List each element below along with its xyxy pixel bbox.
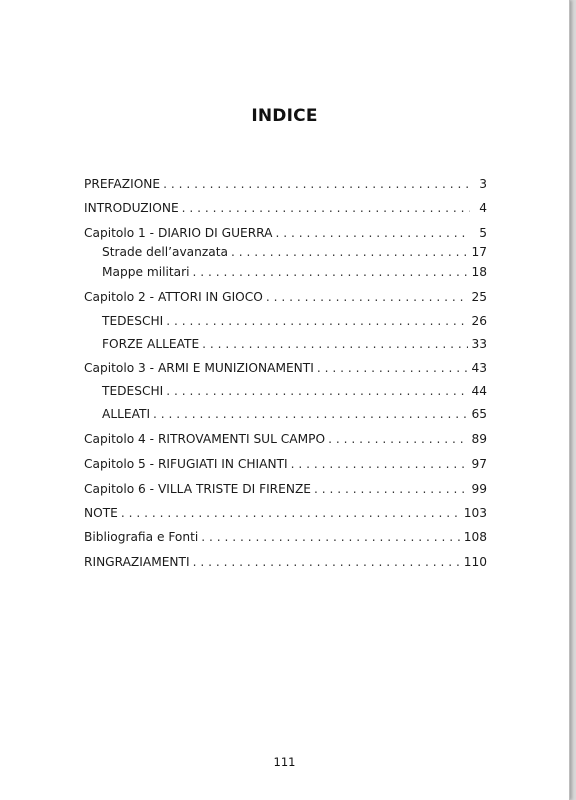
toc-subentry-alleati[interactable]	[102, 405, 487, 423]
toc-entry-page: 4	[479, 201, 487, 215]
toc-entry-page: 108	[463, 530, 487, 544]
toc-entry-prefazione[interactable]	[84, 175, 487, 193]
toc-entry-capitolo-6[interactable]	[84, 480, 487, 498]
toc-entry-ringraziamenti[interactable]	[84, 553, 487, 571]
toc-entry-label: Mappe militari	[102, 265, 190, 279]
toc-entry-page: 103	[463, 506, 487, 520]
toc-entry-capitolo-1[interactable]	[84, 224, 487, 242]
toc-entry-introduzione[interactable]	[84, 199, 487, 217]
toc-entry-capitolo-4[interactable]	[84, 430, 487, 448]
toc-entry-page: 17	[471, 245, 487, 259]
toc-entry-label: Capitolo 5 - RIFUGIATI IN CHIANTI	[84, 457, 288, 471]
toc-entry-label: Capitolo 2 - ATTORI IN GIOCO	[84, 290, 263, 304]
toc-entry-label: NOTE	[84, 506, 118, 520]
dot-leader	[266, 288, 469, 306]
page-title: INDICE	[251, 106, 318, 126]
toc-entry-label: Capitolo 3 - ARMI E MUNIZIONAMENTI	[84, 361, 314, 375]
toc-subentry-tedeschi[interactable]	[102, 312, 487, 330]
page-number: 111	[273, 755, 296, 769]
toc-entry-label: Capitolo 1 - DIARIO DI GUERRA	[84, 226, 273, 240]
toc-entry-label: PREFAZIONE	[84, 177, 161, 191]
toc-entry-capitolo-2[interactable]	[84, 288, 487, 306]
toc-entry-label: ALLEATI	[102, 407, 151, 421]
dot-leader	[201, 528, 460, 546]
dot-leader	[291, 455, 469, 473]
toc-entry-page: 99	[471, 482, 487, 496]
toc-entry-page: 97	[471, 457, 487, 471]
toc-entry-note[interactable]	[84, 504, 487, 522]
toc-entry-capitolo-3[interactable]	[84, 359, 487, 377]
toc-entry-label: INTRODUZIONE	[84, 201, 179, 215]
toc-entry-label: TEDESCHI	[102, 384, 164, 398]
dot-leader	[153, 405, 468, 423]
toc-entry-page: 44	[471, 384, 487, 398]
toc-entry-label: Strade dell’avanzata	[102, 245, 228, 259]
toc-entry-page: 65	[471, 407, 487, 421]
toc-entry-label: Capitolo 4 - RITROVAMENTI SUL CAMPO	[84, 432, 326, 446]
toc-entry-label: Bibliografia e Fonti	[84, 530, 199, 544]
toc-entry-page: 26	[471, 314, 487, 328]
dot-leader	[202, 335, 468, 353]
toc-entry-page: 3	[479, 177, 487, 191]
toc-subentry-strade[interactable]	[102, 243, 487, 261]
toc-entry-page: 43	[471, 361, 487, 375]
toc-entry-label: Capitolo 6 - VILLA TRISTE DI FIRENZE	[84, 482, 312, 496]
toc-entry-page: 25	[471, 290, 487, 304]
toc-entry-capitolo-5[interactable]	[84, 455, 487, 473]
toc-entry-bibliografia[interactable]	[84, 528, 487, 546]
dot-leader	[166, 312, 468, 330]
dot-leader	[193, 263, 469, 281]
toc-subentry-tedeschi[interactable]	[102, 382, 487, 400]
dot-leader	[121, 504, 461, 522]
toc-entry-page: 18	[471, 265, 487, 279]
toc-entry-page: 33	[471, 337, 487, 351]
toc-entry-page: 5	[479, 226, 487, 240]
dot-leader	[314, 480, 468, 498]
toc-entry-page: 89	[471, 432, 487, 446]
dot-leader	[182, 199, 470, 217]
dot-leader	[231, 243, 469, 261]
dot-leader	[166, 382, 468, 400]
toc-entry-label: FORZE ALLEATE	[102, 337, 200, 351]
toc-entry-page: 110	[463, 555, 487, 569]
dot-leader	[328, 430, 468, 448]
toc-entry-label: RINGRAZIAMENTI	[84, 555, 190, 569]
dot-leader	[276, 224, 471, 242]
toc-subentry-mappe[interactable]	[102, 263, 487, 281]
toc-subentry-forze-alleate[interactable]	[102, 335, 487, 353]
dot-leader	[193, 553, 461, 571]
dot-leader	[317, 359, 469, 377]
dot-leader	[163, 175, 470, 193]
toc-entry-label: TEDESCHI	[102, 314, 164, 328]
